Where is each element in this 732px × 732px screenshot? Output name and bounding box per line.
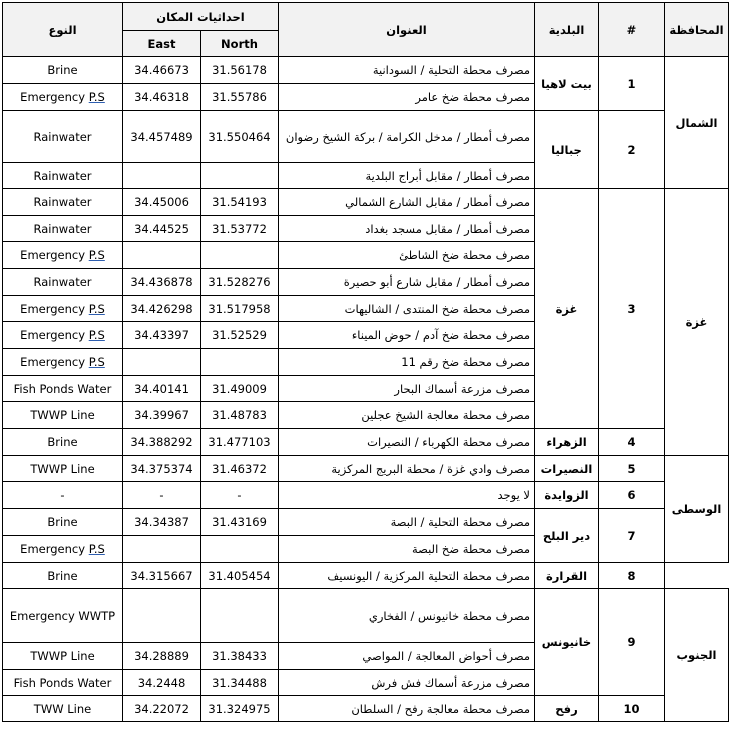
municipality-cell: النصيرات [535, 456, 599, 482]
address-cell: مصرف مزرعة أسماك البحار [279, 376, 535, 402]
type-cell: Brine [3, 563, 123, 589]
number-cell: 2 [599, 111, 665, 189]
type-cell: Rainwater [3, 269, 123, 296]
type-cell: Rainwater [3, 189, 123, 216]
address-cell: مصرف محطة ضخ آدم / حوض الميناء [279, 322, 535, 349]
type-cell: Brine [3, 509, 123, 536]
north-cell [201, 242, 279, 269]
north-cell: 31.54193 [201, 189, 279, 216]
east-cell: 34.436878 [123, 269, 201, 296]
address-cell: مصرف محطة التحلية المركزية / اليونسيف [279, 563, 535, 589]
type-cell: TWW Line [3, 696, 123, 722]
number-cell: 10 [599, 696, 665, 722]
east-cell: 34.44525 [123, 216, 201, 242]
address-cell: مصرف محطة معالجة الشيخ عجلين [279, 402, 535, 429]
type-cell: Rainwater [3, 163, 123, 189]
north-cell: 31.517958 [201, 296, 279, 322]
address-cell: مصرف محطة ضخ البصة [279, 536, 535, 563]
governorate-cell: الجنوب [665, 589, 729, 722]
address-cell: مصرف محطة معالجة رفح / السلطان [279, 696, 535, 722]
number-cell: 8 [599, 563, 665, 589]
municipality-cell: رفح [535, 696, 599, 722]
type-cell: Emergency P.S [3, 242, 123, 269]
north-cell: 31.49009 [201, 376, 279, 402]
number-cell: 6 [599, 482, 665, 509]
east-cell: 34.28889 [123, 643, 201, 670]
table-row [3, 57, 729, 84]
type-cell: TWWP Line [3, 643, 123, 670]
east-cell: 34.40141 [123, 376, 201, 402]
type-cell: Rainwater [3, 216, 123, 242]
header-north: North [201, 31, 279, 57]
east-cell: 34.45006 [123, 189, 201, 216]
type-cell: Emergency P.S [3, 296, 123, 322]
north-cell: 31.43169 [201, 509, 279, 536]
governorate-cell: الوسطى [665, 456, 729, 563]
number-cell: 5 [599, 456, 665, 482]
address-cell: مصرف أمطار / مدخل الكرامة / بركة الشيخ رضوان [279, 111, 535, 163]
north-cell: 31.550464 [201, 111, 279, 163]
type-cell: Fish Ponds Water [3, 376, 123, 402]
municipality-cell: الزوايدة [535, 482, 599, 509]
wastewater-outfalls-table [2, 2, 729, 722]
north-cell: 31.477103 [201, 429, 279, 456]
address-cell: مصرف محطة ضخ عامر [279, 84, 535, 111]
table-row [3, 456, 729, 482]
municipality-cell: جباليا [535, 111, 599, 189]
north-cell: - [201, 482, 279, 509]
table-row [3, 696, 729, 722]
type-cell: Rainwater [3, 111, 123, 163]
municipality-cell: القرارة [535, 563, 599, 589]
north-cell [201, 349, 279, 376]
address-cell: مصرف محطة ضخ المنتدى / الشاليهات [279, 296, 535, 322]
east-cell [123, 536, 201, 563]
header-coordinates: احداثيات المكان [123, 3, 279, 31]
address-cell: مصرف أمطار / مقابل مسجد بغداد [279, 216, 535, 242]
table-row [3, 509, 729, 536]
north-cell: 31.52529 [201, 322, 279, 349]
east-cell: 34.39967 [123, 402, 201, 429]
number-cell: 4 [599, 429, 665, 456]
east-cell: 34.375374 [123, 456, 201, 482]
header-municipality: البلدية [535, 3, 599, 57]
type-cell: Emergency WWTP [3, 589, 123, 643]
east-cell: 34.457489 [123, 111, 201, 163]
east-cell: 34.43397 [123, 322, 201, 349]
east-cell: 34.46318 [123, 84, 201, 111]
type-cell: Emergency P.S [3, 349, 123, 376]
header-east: East [123, 31, 201, 57]
address-cell: مصرف محطة التحلية / البصة [279, 509, 535, 536]
type-cell: Emergency P.S [3, 84, 123, 111]
type-cell: Fish Ponds Water [3, 670, 123, 696]
address-cell: مصرف أمطار / مقابل شارع أبو حصيرة [279, 269, 535, 296]
governorate-cell: الشمال [665, 57, 729, 189]
north-cell: 31.34488 [201, 670, 279, 696]
header-number: # [599, 3, 665, 57]
east-cell [123, 589, 201, 643]
type-cell: - [3, 482, 123, 509]
east-cell [123, 242, 201, 269]
number-cell: 1 [599, 57, 665, 111]
header-type: النوع [3, 3, 123, 57]
address-cell: مصرف محطة خانيونس / الفخاري [279, 589, 535, 643]
address-cell: مصرف محطة ضخ الشاطئ [279, 242, 535, 269]
table-row [3, 189, 729, 216]
address-cell: مصرف مزرعة أسماك فش فرش [279, 670, 535, 696]
north-cell: 31.528276 [201, 269, 279, 296]
address-cell: لا يوجد [279, 482, 535, 509]
number-cell: 9 [599, 589, 665, 696]
east-cell: - [123, 482, 201, 509]
east-cell: 34.34387 [123, 509, 201, 536]
municipality-cell: غزة [535, 189, 599, 429]
address-cell: مصرف محطة الكهرباء / النصيرات [279, 429, 535, 456]
north-cell: 31.324975 [201, 696, 279, 722]
table-row [3, 563, 729, 589]
east-cell: 34.2448 [123, 670, 201, 696]
number-cell: 7 [599, 509, 665, 563]
municipality-cell: بيت لاهيا [535, 57, 599, 111]
table-container [2, 2, 729, 722]
address-cell: مصرف أمطار / مقابل الشارع الشمالي [279, 189, 535, 216]
header-governorate: المحافظة [665, 3, 729, 57]
address-cell: مصرف وادي غزة / محطة البريج المركزية [279, 456, 535, 482]
north-cell: 31.405454 [201, 563, 279, 589]
municipality-cell: خانيونس [535, 589, 599, 696]
type-cell: Emergency P.S [3, 322, 123, 349]
north-cell: 31.56178 [201, 57, 279, 84]
east-cell: 34.388292 [123, 429, 201, 456]
north-cell: 31.48783 [201, 402, 279, 429]
east-cell: 34.315667 [123, 563, 201, 589]
north-cell [201, 536, 279, 563]
table-row [3, 482, 729, 509]
north-cell: 31.55786 [201, 84, 279, 111]
type-cell: Emergency P.S [3, 536, 123, 563]
address-cell: مصرف محطة التحلية / السودانية [279, 57, 535, 84]
east-cell [123, 349, 201, 376]
north-cell: 31.53772 [201, 216, 279, 242]
type-cell: Brine [3, 57, 123, 84]
type-cell: TWWP Line [3, 456, 123, 482]
east-cell: 34.46673 [123, 57, 201, 84]
header-address: العنوان [279, 3, 535, 57]
north-cell: 31.46372 [201, 456, 279, 482]
municipality-cell: الزهراء [535, 429, 599, 456]
east-cell: 34.22072 [123, 696, 201, 722]
municipality-cell: دير البلح [535, 509, 599, 563]
east-cell: 34.426298 [123, 296, 201, 322]
table-row [3, 589, 729, 643]
east-cell [123, 163, 201, 189]
address-cell: مصرف أمطار / مقابل أبراج البلدية [279, 163, 535, 189]
number-cell: 3 [599, 189, 665, 429]
table-row [3, 111, 729, 163]
address-cell: مصرف محطة ضخ رقم 11 [279, 349, 535, 376]
governorate-cell: غزة [665, 189, 729, 456]
north-cell [201, 589, 279, 643]
table-row [3, 429, 729, 456]
north-cell [201, 163, 279, 189]
address-cell: مصرف أحواض المعالجة / المواصي [279, 643, 535, 670]
type-cell: Brine [3, 429, 123, 456]
type-cell: TWWP Line [3, 402, 123, 429]
north-cell: 31.38433 [201, 643, 279, 670]
